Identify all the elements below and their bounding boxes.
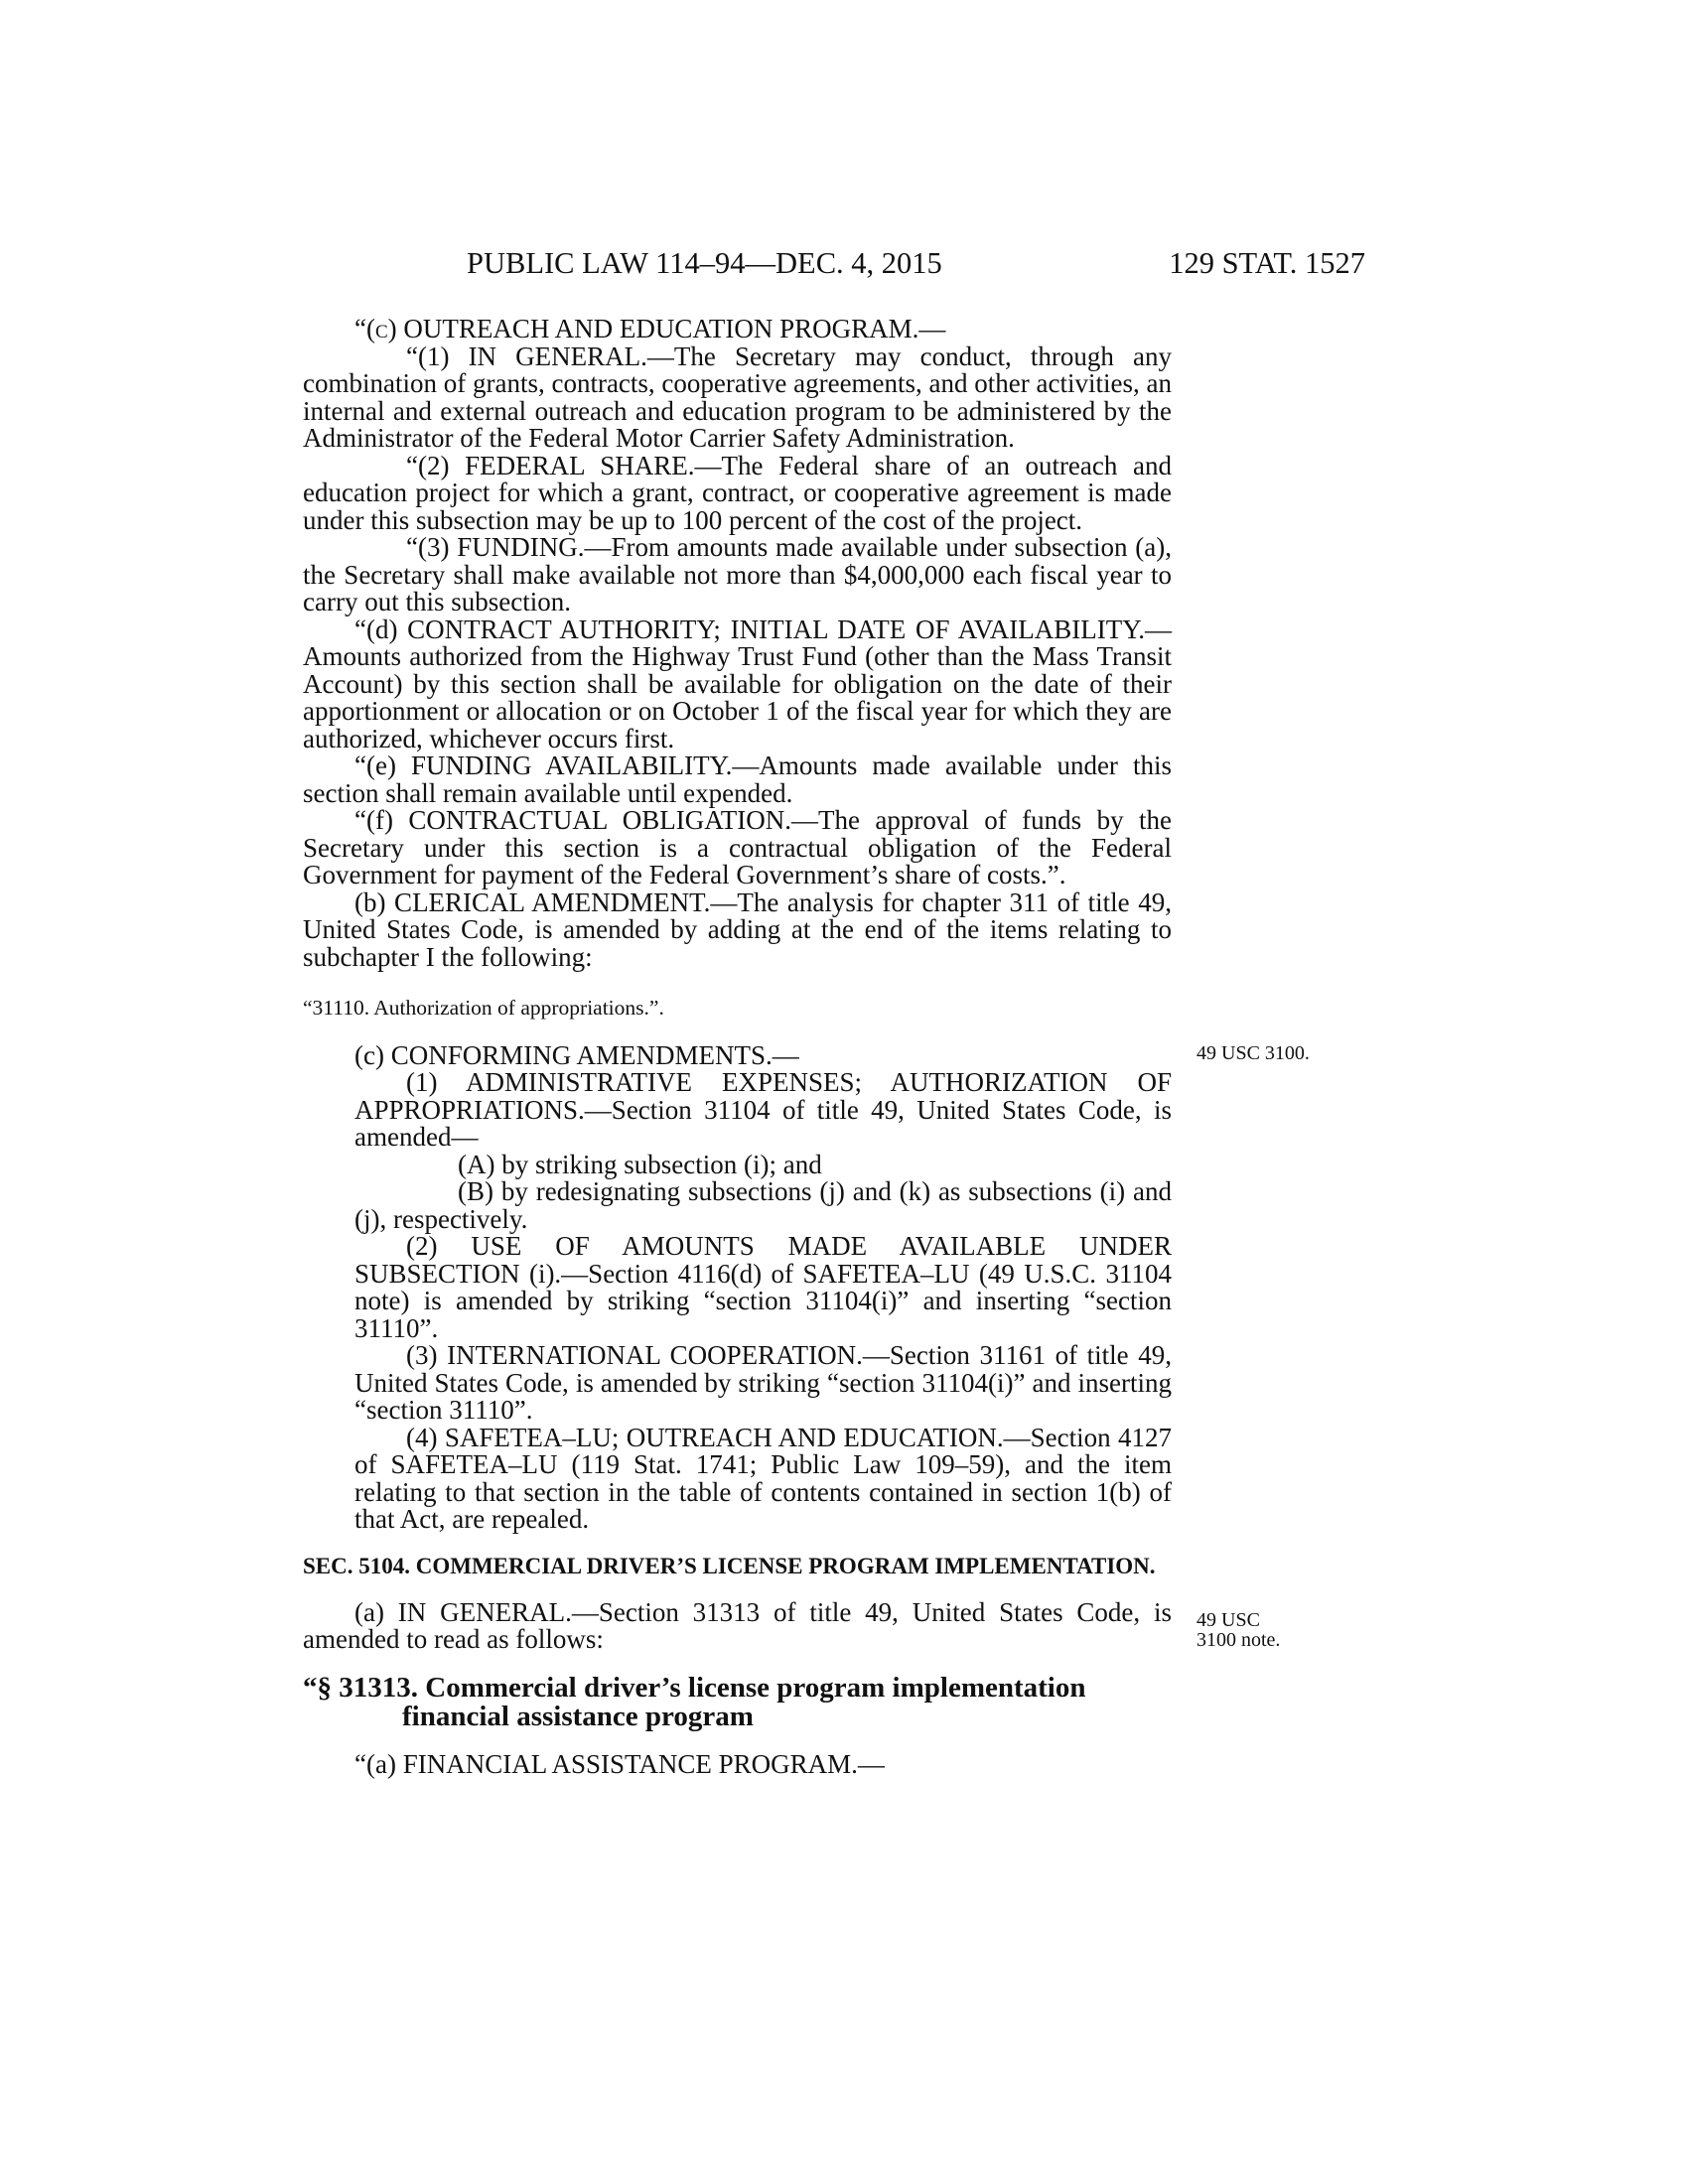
paragraph-conforming-1: (1) ADMINISTRATIVE EXPENSES; AUTHORIZATION OF APPROPRIATIONS.—Section 31104 of title 49, United States Code, is amended—	[354, 1067, 1172, 1152]
statute-page-number: 129 STAT. 1527	[1169, 246, 1365, 280]
subsection-c-conforming: (c) CONFORMING AMENDMENTS.—	[354, 1039, 799, 1070]
section-5104-heading: SEC. 5104. COMMERCIAL DRIVER’S LICENSE PROGRAM IMPLEMENTATION.	[303, 1553, 1156, 1578]
subsection-d: “(d) CONTRACT AUTHORITY; INITIAL DATE OF AVAILABILITY.— Amounts authorized from the Highway Trust Fund (other than the Mass Transit Account) by this section shall be available for obligation on the date of their apportionment or allocation or on October 1 of the fiscal year for which they are authorized, whichever occurs first.	[303, 614, 1172, 753]
paragraph-conforming-2: (2) USE OF AMOUNTS MADE AVAILABLE UNDER SUBSECTION (i).—Section 4116(d) of SAFETEA–LU (49 U.S.C. 31104 note) is amended by striking “section 31104(i)” and inserting “section 31110”.	[354, 1231, 1172, 1343]
paragraph-conforming-3: (3) INTERNATIONAL COOPERATION.—Section 31161 of title 49, United States Code, is amended by striking “section 31104(i)” and inserting “section 31110”.	[354, 1340, 1172, 1425]
page-header	[467, 246, 1365, 286]
paragraph-c1: “(1) IN GENERAL.—The Secretary may conduct, through any combination of grants, contracts, cooperative agreements, and other activities, an internal and external outreach and education program to be administered by the Administrator of the Federal Motor Carrier Safety Administration.	[303, 341, 1172, 453]
subsection-a-in-general: (a) IN GENERAL.—Section 31313 of title 49, United States Code, is amended to read as follows:	[303, 1596, 1172, 1654]
margin-note-usc-note: 49 USC 3100 note.	[1196, 1609, 1281, 1651]
subsection-c-heading: “(c) OUTREACH AND EDUCATION PROGRAM.—	[354, 314, 946, 343]
table-item-31110: “31110. Authorization of appropriations.”.	[303, 996, 664, 1020]
margin-note-usc: 49 USC 3100.	[1196, 1042, 1310, 1064]
subparagraph-a: (A) by striking subsection (i); and	[458, 1149, 822, 1179]
subsection-a-financial-assistance: “(a) FINANCIAL ASSISTANCE PROGRAM.—	[354, 1748, 885, 1779]
section-31313-heading: “§ 31313. Commercial driver’s license program implementation financial assistance program	[303, 1671, 1086, 1732]
subsection-e: “(e) FUNDING AVAILABILITY.—Amounts made available under this section shall remain available until expended.	[303, 751, 1172, 808]
subparagraph-b: (B) by redesignating subsections (j) and (k) as subsections (i) and (j), respectively.	[354, 1176, 1172, 1234]
page-body	[303, 316, 1172, 1778]
paragraph-c2: “(2) FEDERAL SHARE.—The Federal share of an outreach and education project for which a grant, contract, or cooperative agreement is made under this subsection may be up to 100 percent of the cost of the project.	[303, 450, 1172, 535]
subsection-f: “(f) CONTRACTUAL OBLIGATION.—The approval of funds by the Secretary under this section is a contractual obligation of the Federal Government for payment of the Federal Government’s share of costs.”.	[303, 805, 1172, 889]
subsection-b-clerical: (b) CLERICAL AMENDMENT.—The analysis for chapter 311 of title 49, United States Code, is amended by adding at the end of the items relating to subchapter I the following:	[303, 887, 1172, 972]
paragraph-c3: “(3) FUNDING.—From amounts made available under subsection (a), the Secretary shall make available not more than $4,000,000 each fiscal year to carry out this subsection.	[303, 532, 1172, 616]
running-title: PUBLIC LAW 114–94—DEC. 4, 2015	[467, 246, 942, 280]
paragraph-conforming-4: (4) SAFETEA–LU; OUTREACH AND EDUCATION.—Section 4127 of SAFETEA–LU (119 Stat. 1741; Public Law 109–59), and the item relating to that section in the table of contents contained in section 1(b) of that Act, are repealed.	[354, 1422, 1172, 1534]
